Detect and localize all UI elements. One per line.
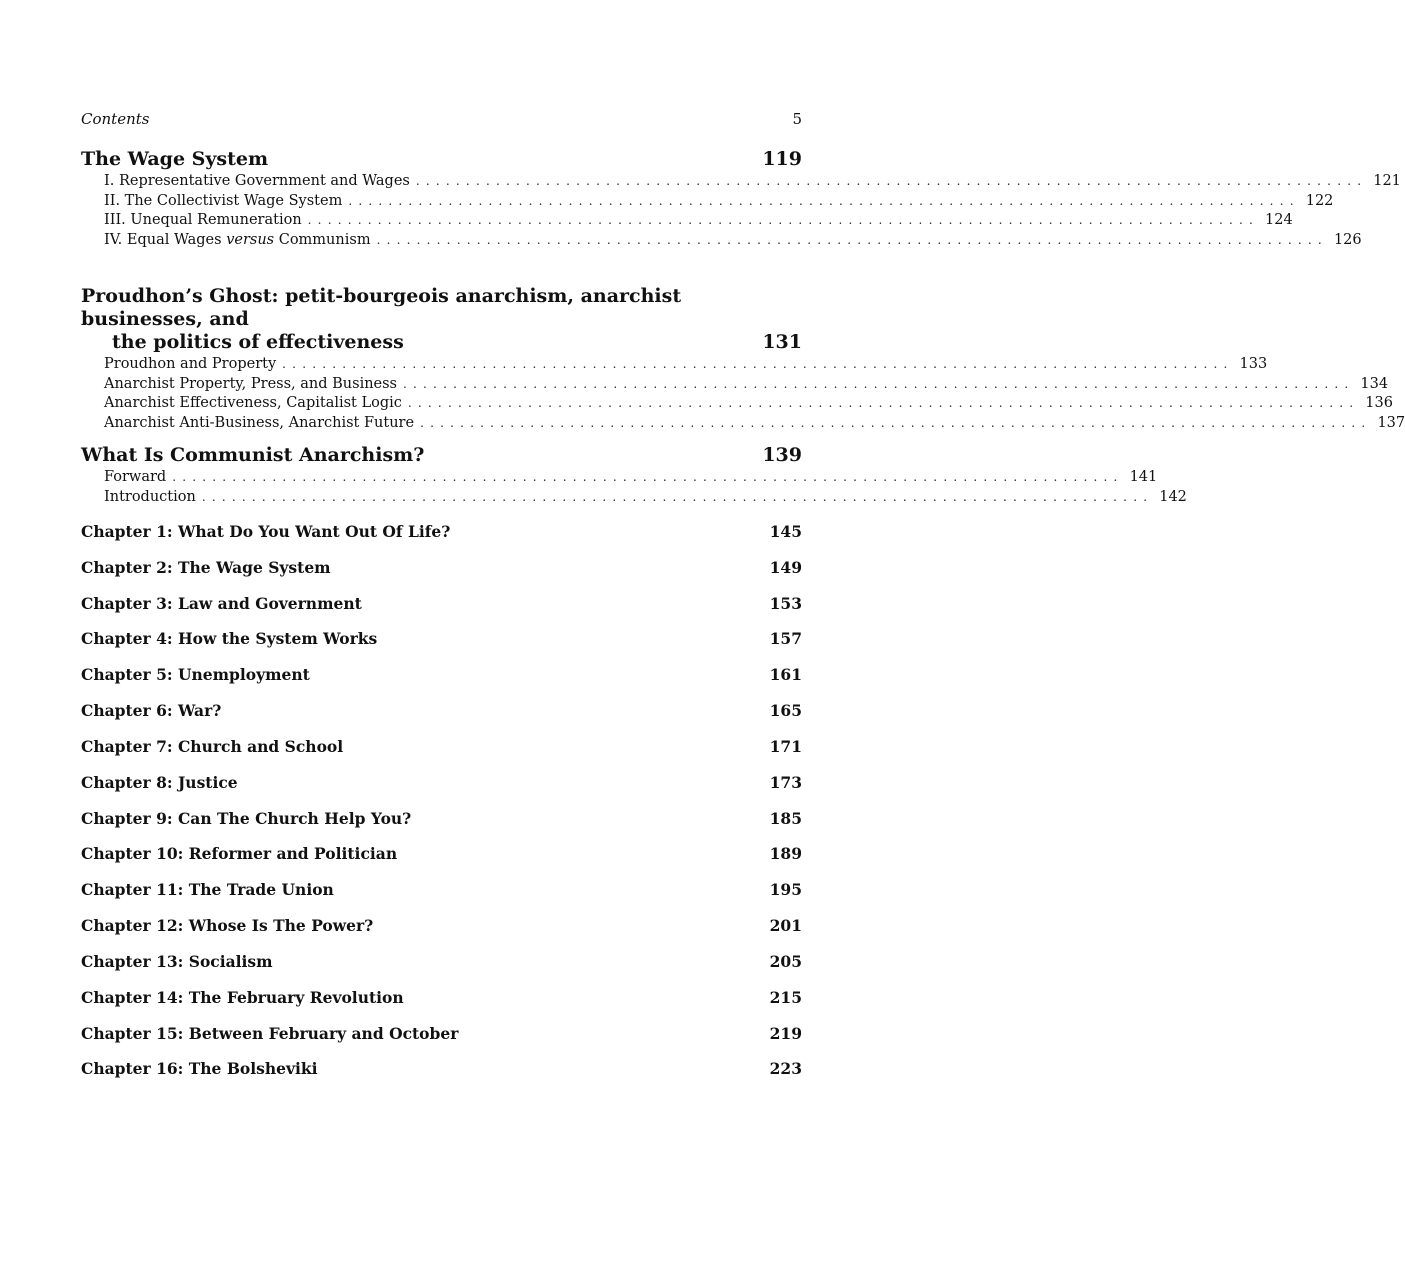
chapter-page: 171 <box>769 737 802 756</box>
leader-dots: ............................................................................................... <box>307 213 1260 228</box>
chapter-entry[interactable] <box>81 1024 802 1043</box>
section-title-line2: the politics of effectiveness <box>112 331 404 353</box>
running-header <box>81 110 802 128</box>
chapter-page: 219 <box>769 1024 802 1043</box>
chapter-entry[interactable] <box>81 916 802 935</box>
leader-dots: ............................................................................................... <box>282 357 1234 371</box>
toc-entry[interactable] <box>81 192 1334 212</box>
chapter-page: 201 <box>769 916 802 935</box>
entry-page: 122 <box>1305 192 1334 209</box>
chapter-entry[interactable] <box>81 737 802 756</box>
section-page: 131 <box>762 331 802 353</box>
toc-section-proudhons-ghost <box>81 285 1405 433</box>
toc-entry[interactable] <box>81 375 1389 395</box>
leader-dots: ............................................................................................... <box>403 376 1355 391</box>
chapter-page: 157 <box>769 629 802 648</box>
entry-page: 124 <box>1265 212 1293 229</box>
entry-page: 134 <box>1360 375 1389 392</box>
leader-dots: ............................................................................................... <box>415 174 1368 188</box>
entry-label: Anarchist Property, Press, and Business <box>104 375 398 392</box>
page-number: 5 <box>792 110 802 128</box>
section-heading[interactable] <box>81 148 802 171</box>
chapter-title: Chapter 9: Can The Church Help You? <box>81 809 412 828</box>
section-title: What Is Communist Anarchism? <box>81 444 425 466</box>
entry-label: II. The Collectivist Wage System <box>104 192 343 209</box>
toc-entry[interactable] <box>81 172 1401 192</box>
chapter-page: 149 <box>769 558 802 577</box>
entry-page: 126 <box>1333 231 1362 248</box>
chapter-title: Chapter 1: What Do You Want Out Of Life? <box>81 522 451 541</box>
chapter-title: Chapter 11: The Trade Union <box>81 880 334 899</box>
chapter-title: Chapter 7: Church and School <box>81 737 344 756</box>
toc-section-communist-anarchism <box>81 444 1187 507</box>
running-title: Contents <box>81 110 150 128</box>
chapter-title: Chapter 16: The Bolsheviki <box>81 1059 318 1078</box>
toc-entry[interactable] <box>81 211 1293 231</box>
chapter-title: Chapter 2: The Wage System <box>81 558 331 577</box>
chapter-page: 145 <box>769 522 802 541</box>
chapter-page: 161 <box>769 665 802 684</box>
chapter-page: 215 <box>769 988 802 1007</box>
chapter-entry[interactable] <box>81 844 802 863</box>
chapter-entry[interactable] <box>81 629 802 648</box>
entry-label: Introduction <box>104 488 196 505</box>
chapter-page: 195 <box>769 880 802 899</box>
chapter-title: Chapter 8: Justice <box>81 773 238 792</box>
entry-page: 142 <box>1159 488 1187 505</box>
chapter-page: 173 <box>769 773 802 792</box>
chapter-entry[interactable] <box>81 880 802 899</box>
leader-dots: ............................................................................................... <box>201 489 1154 504</box>
toc-section-wage-system <box>81 148 1401 250</box>
entry-label: IV. Equal Wages versus Communism <box>104 231 371 248</box>
leader-dots: ............................................................................................... <box>172 470 1124 484</box>
entry-page: 137 <box>1377 414 1405 431</box>
chapter-title: Chapter 15: Between February and October <box>81 1024 459 1043</box>
chapter-title: Chapter 12: Whose Is The Power? <box>81 916 374 935</box>
chapter-page: 205 <box>769 952 802 971</box>
section-page: 139 <box>762 444 802 466</box>
entry-label: Proudhon and Property <box>104 356 277 372</box>
chapter-page: 223 <box>769 1059 802 1078</box>
leader-dots: ............................................................................................... <box>376 232 1328 247</box>
chapter-title: Chapter 3: Law and Government <box>81 594 362 613</box>
chapter-title: Chapter 6: War? <box>81 701 222 720</box>
entry-page: 121 <box>1373 173 1401 189</box>
entry-label: Anarchist Anti-Business, Anarchist Future <box>104 414 415 431</box>
section-heading[interactable] <box>81 444 802 467</box>
chapter-title: Chapter 13: Socialism <box>81 952 273 971</box>
toc-entry[interactable] <box>81 468 1158 488</box>
toc-entry[interactable] <box>81 488 1187 508</box>
chapter-entry[interactable] <box>81 594 802 613</box>
chapter-entry[interactable] <box>81 952 802 971</box>
entry-label: Anarchist Effectiveness, Capitalist Logic <box>104 395 402 412</box>
section-heading[interactable] <box>81 285 802 354</box>
chapter-entry[interactable] <box>81 558 802 577</box>
leader-dots: ............................................................................................... <box>420 415 1372 430</box>
chapter-entry[interactable] <box>81 522 802 541</box>
chapter-page: 185 <box>769 809 802 828</box>
section-page: 119 <box>762 148 802 170</box>
leader-dots: ............................................................................................... <box>407 396 1360 411</box>
toc-entry[interactable] <box>81 394 1393 414</box>
toc-entry[interactable] <box>81 355 1268 375</box>
section-title-line1: Proudhon’s Ghost: petit-bourgeois anarchism, anarchist businesses, and <box>81 285 682 330</box>
chapter-title: Chapter 14: The February Revolution <box>81 988 404 1007</box>
chapter-entry[interactable] <box>81 809 802 828</box>
chapter-entry[interactable] <box>81 1059 802 1078</box>
leader-dots: ............................................................................................... <box>348 193 1300 208</box>
chapter-title: Chapter 4: How the System Works <box>81 629 378 648</box>
chapter-entry[interactable] <box>81 665 802 684</box>
entry-label: III. Unequal Remuneration <box>104 212 302 229</box>
entry-label: Forward <box>104 469 167 485</box>
chapter-page: 189 <box>769 844 802 863</box>
section-title: The Wage System <box>81 148 269 170</box>
chapter-entry[interactable] <box>81 988 802 1007</box>
chapter-page: 165 <box>769 701 802 720</box>
chapter-title: Chapter 5: Unemployment <box>81 665 310 684</box>
chapter-entry[interactable] <box>81 701 802 720</box>
entry-page: 141 <box>1129 469 1158 485</box>
chapter-title: Chapter 10: Reformer and Politician <box>81 844 398 863</box>
entry-page: 133 <box>1239 356 1268 372</box>
entry-page: 136 <box>1365 395 1393 412</box>
chapter-page: 153 <box>769 594 802 613</box>
toc-entry[interactable] <box>81 414 1405 434</box>
entry-label: I. Representative Government and Wages <box>104 173 410 189</box>
chapter-entry[interactable] <box>81 773 802 792</box>
toc-entry[interactable] <box>81 231 1362 251</box>
